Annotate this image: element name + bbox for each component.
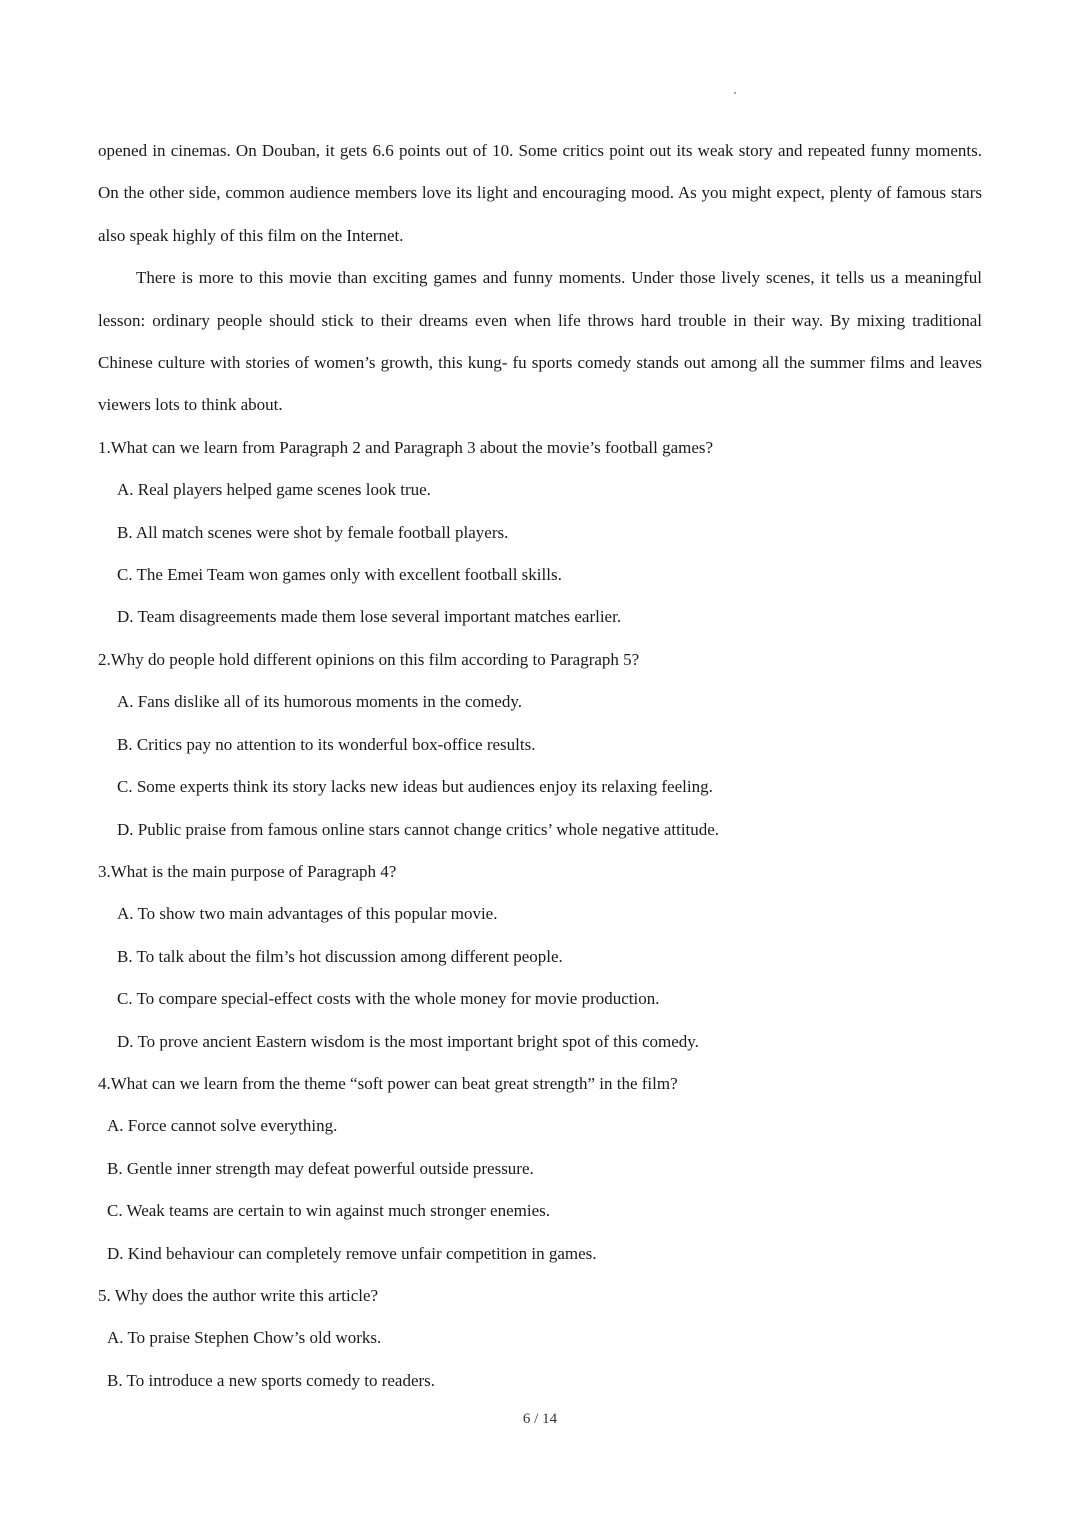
question-2 [98,639,982,851]
answer-option: B. All match scenes were shot by female football players. [117,522,509,542]
question-stem: 2.Why do people hold different opinions on this film according to Paragraph 5? [98,649,640,669]
question-stem: 4.What can we learn from the theme “soft power can beat great strength” in the film? [98,1073,678,1093]
answer-option: A. To show two main advantages of this popular movie. [117,904,498,924]
answer-option: B. Gentle inner strength may defeat powerful outside pressure. [107,1158,534,1178]
question-4 [98,1063,982,1275]
scan-speck [734,92,736,94]
page-number: 6 / 14 [522,1411,558,1427]
answer-option: C. Some experts think its story lacks new ideas but audiences enjoy its relaxing feeling. [117,777,713,797]
answer-option: C. The Emei Team won games only with excellent football skills. [117,565,562,585]
answer-option: A. To praise Stephen Chow’s old works. [107,1328,382,1348]
question-3 [98,851,982,1063]
answer-option: D. Public praise from famous online stars cannot change critics’ whole negative attitude. [117,819,720,839]
question-stem: 3.What is the main purpose of Paragraph 4? [98,861,397,881]
question-stem: 1.What can we learn from Paragraph 2 and Paragraph 3 about the movie’s football games? [98,437,714,457]
answer-option: B. To talk about the film’s hot discussion among different people. [117,946,563,966]
answer-option: A. Real players helped game scenes look true. [117,480,431,500]
question-5 [98,1275,982,1402]
answer-option: D. Kind behaviour can completely remove unfair competition in games. [107,1243,597,1263]
answer-option: C. Weak teams are certain to win against much stronger enemies. [107,1201,551,1221]
answer-option: B. To introduce a new sports comedy to readers. [107,1370,436,1390]
answer-option: A. Force cannot solve everything. [107,1116,338,1136]
page-content [98,130,982,1402]
question-1 [98,427,982,639]
passage-paragraph: There is more to this movie than exciting games and funny moments. Under those lively scenes, it tells us a meaningful lesson: ordinary people should stick to their dreams even when life throws hard trouble in their way. By mixing traditional Chinese culture with stories of women’s growth, this kung- fu sports comedy stands out among all the summer films and leaves viewers lots to think about. [98,268,982,415]
question-stem: 5. Why does the author write this article? [98,1285,379,1305]
answer-option: C. To compare special-effect costs with the whole money for movie production. [117,989,660,1009]
answer-option: B. Critics pay no attention to its wonderful box-office results. [117,734,536,754]
answer-option: D. To prove ancient Eastern wisdom is the most important bright spot of this comedy. [117,1031,699,1051]
passage-paragraph: opened in cinemas. On Douban, it gets 6.6 points out of 10. Some critics point out its weak story and repeated funny moments. On the other side, common audience members love its light and encouraging mood. As you might expect, plenty of famous stars also speak highly of this film on the Internet. [98,141,982,245]
answer-option: D. Team disagreements made them lose several important matches earlier. [117,607,622,627]
answer-option: A. Fans dislike all of its humorous moments in the comedy. [117,692,522,712]
